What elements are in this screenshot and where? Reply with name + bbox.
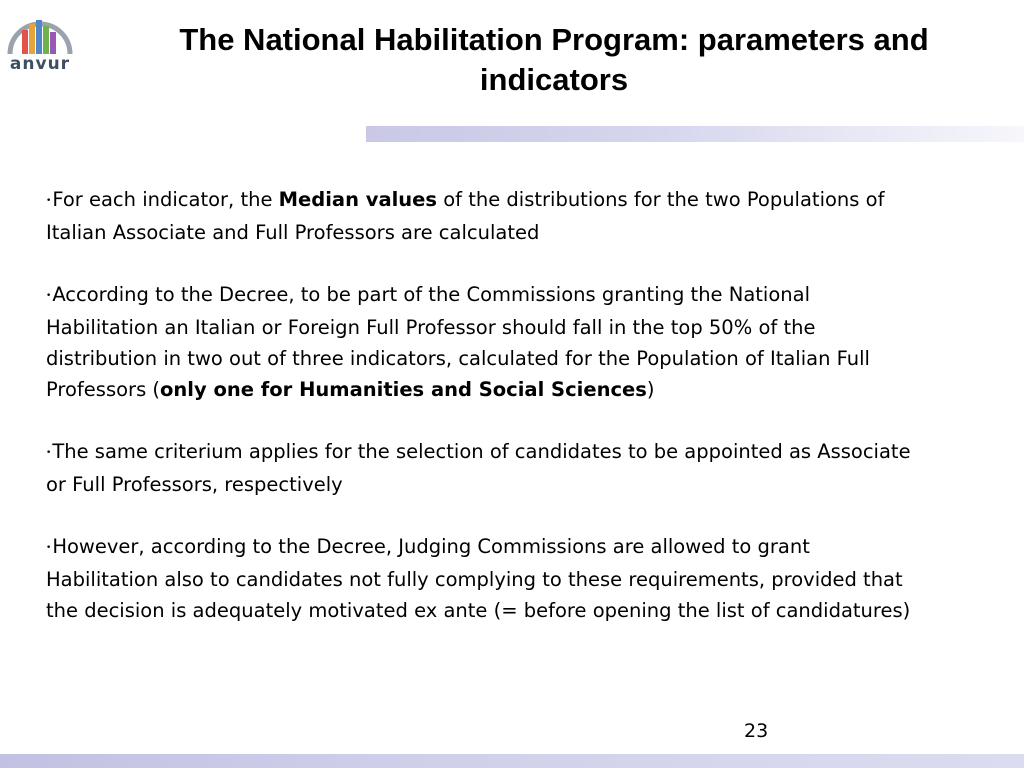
footer-bar [0, 754, 1024, 768]
paragraph-text: ) [646, 378, 655, 401]
bullet-paragraph-3 [46, 436, 926, 500]
paragraph-text: For each indicator, the [52, 188, 279, 211]
page-number: 23 [744, 720, 769, 742]
paragraph-text: The same criterium applies for the selection of candidates to be appointed as Associate or Full Professors, respectively [46, 440, 911, 496]
slide-content [46, 184, 926, 657]
bullet-icon: • [46, 291, 52, 301]
paragraph-text: of the distributions for the two Populations of Italian Associate and Full Professors are calculated [46, 188, 885, 244]
slide-title: The National Habilitation Program: parameters and indicators [179, 22, 929, 97]
bullet-icon: • [46, 196, 52, 206]
paragraph-bold-text: only one for Humanities and Social Sciences [160, 378, 647, 401]
title-underline-bar [366, 126, 1024, 142]
bullet-icon: • [46, 448, 52, 458]
paragraph-bold-text: Median values [278, 188, 438, 211]
bullet-paragraph-2 [46, 279, 926, 405]
paragraph-text: According to the Decree, to be part of the Commissions granting the National Habilitation an Italian or Foreign Full Professor should fall in the top 50% of the distribution in two out of three indicators, calculated for the Population of Italian Full Professors ( [46, 283, 870, 401]
bullet-paragraph-4 [46, 531, 926, 626]
bullet-icon: • [46, 543, 52, 553]
logo-mark-icon [6, 18, 74, 54]
bullet-paragraph-1 [46, 184, 926, 248]
paragraph-text: However, according to the Decree, Judging Commissions are allowed to grant Habilitation also to candidates not fully complying to these requirements, provided that the decision is adequately motivated ex ante (= before opening the list of candidatures) [46, 535, 911, 622]
anvur-logo [6, 18, 74, 78]
logo-text: anvur [9, 54, 71, 74]
